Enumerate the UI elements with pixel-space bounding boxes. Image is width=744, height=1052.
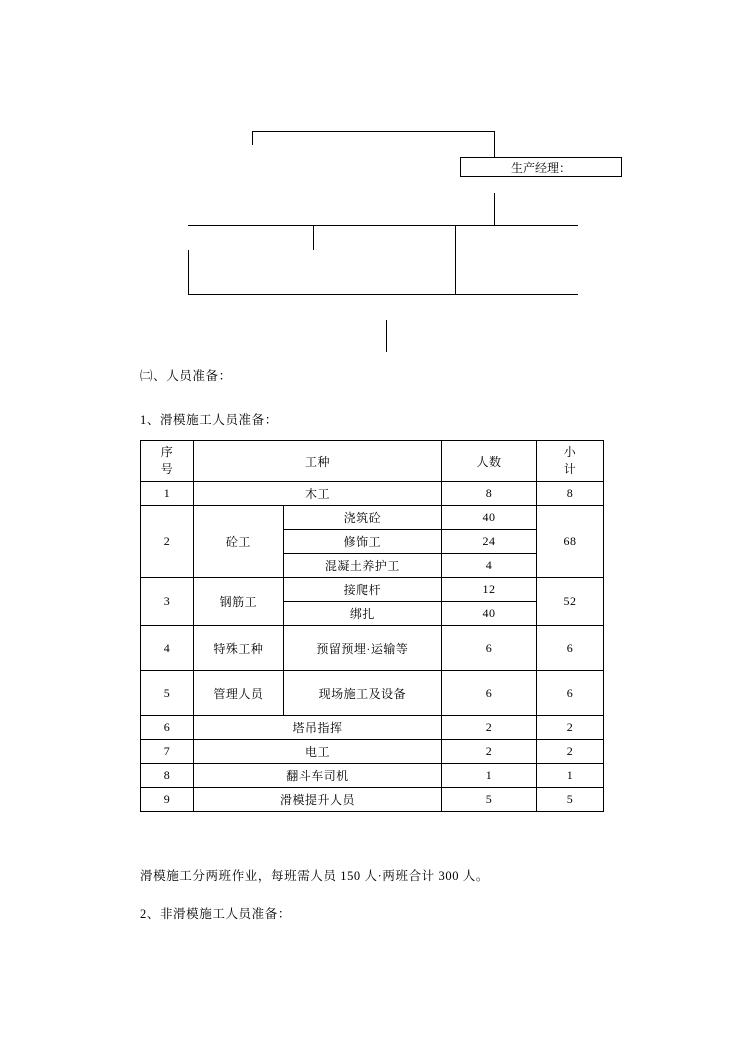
cell-job: 翻斗车司机 bbox=[194, 764, 442, 788]
chart-connector-box-down bbox=[494, 193, 495, 225]
chart-drop-2 bbox=[455, 225, 456, 250]
cell-count: 40 bbox=[442, 602, 537, 626]
cell-subtotal: 2 bbox=[537, 740, 604, 764]
table-row bbox=[141, 578, 604, 602]
table-row bbox=[141, 740, 604, 764]
personnel-table bbox=[140, 440, 604, 812]
subheading-non-slipform-staff: 2、非滑模施工人员准备： bbox=[140, 907, 291, 921]
cell-no: 8 bbox=[141, 764, 194, 788]
table-row bbox=[141, 716, 604, 740]
cell-type: 管理人员 bbox=[194, 671, 284, 716]
section-heading: ㈡、人员准备： bbox=[140, 369, 232, 383]
table-row bbox=[141, 626, 604, 671]
cell-type: 钢筋工 bbox=[194, 578, 284, 626]
chart-drop-5 bbox=[386, 320, 387, 352]
cell-subtotal: 2 bbox=[537, 716, 604, 740]
chart-drop-4 bbox=[455, 250, 456, 294]
cell-subtotal: 6 bbox=[537, 626, 604, 671]
cell-job: 混凝土养护工 bbox=[283, 554, 441, 578]
chart-connector-left-drop bbox=[252, 131, 253, 145]
cell-count: 1 bbox=[442, 764, 537, 788]
cell-job: 现场施工及设备 bbox=[283, 671, 441, 716]
table-row bbox=[141, 671, 604, 716]
chart-connector-top bbox=[252, 131, 494, 132]
table-row bbox=[141, 482, 604, 506]
chart-drop-3 bbox=[188, 250, 189, 294]
th-count: 人数 bbox=[442, 441, 537, 482]
cell-count: 4 bbox=[442, 554, 537, 578]
cell-no: 5 bbox=[141, 671, 194, 716]
cell-no: 3 bbox=[141, 578, 194, 626]
cell-type: 特殊工种 bbox=[194, 626, 284, 671]
cell-count: 5 bbox=[442, 788, 537, 812]
th-job-type: 工种 bbox=[194, 441, 442, 482]
note-after-table: 滑模施工分两班作业，每班需人员 150 人·两班合计 300 人。 bbox=[140, 869, 489, 883]
cell-subtotal: 5 bbox=[537, 788, 604, 812]
table-row bbox=[141, 788, 604, 812]
cell-count: 6 bbox=[442, 626, 537, 671]
cell-job: 滑模提升人员 bbox=[194, 788, 442, 812]
cell-job: 绑扎 bbox=[283, 602, 441, 626]
cell-job: 浇筑砼 bbox=[283, 506, 441, 530]
cell-job: 电工 bbox=[194, 740, 442, 764]
chart-connector-right-drop bbox=[494, 131, 495, 157]
cell-count: 6 bbox=[442, 671, 537, 716]
cell-count: 8 bbox=[442, 482, 537, 506]
cell-subtotal: 1 bbox=[537, 764, 604, 788]
cell-no: 4 bbox=[141, 626, 194, 671]
cell-job: 木工 bbox=[194, 482, 442, 506]
cell-count: 2 bbox=[442, 740, 537, 764]
cell-count: 24 bbox=[442, 530, 537, 554]
cell-subtotal: 6 bbox=[537, 671, 604, 716]
chart-drop-1 bbox=[313, 225, 314, 250]
th-serial-number: 序 号 bbox=[141, 441, 194, 482]
th-subtotal: 小 计 bbox=[537, 441, 604, 482]
table-row bbox=[141, 764, 604, 788]
org-chart bbox=[0, 0, 744, 360]
table-row bbox=[141, 506, 604, 530]
cell-count: 40 bbox=[442, 506, 537, 530]
cell-job: 塔吊指挥 bbox=[194, 716, 442, 740]
chart-box-production-manager: 生产经理： bbox=[460, 157, 622, 177]
cell-no: 9 bbox=[141, 788, 194, 812]
chart-connector-bus-lower bbox=[188, 294, 578, 295]
chart-connector-bus-upper bbox=[188, 225, 578, 226]
cell-count: 12 bbox=[442, 578, 537, 602]
cell-type: 砼工 bbox=[194, 506, 284, 578]
cell-no: 6 bbox=[141, 716, 194, 740]
cell-no: 7 bbox=[141, 740, 194, 764]
cell-job: 接爬杆 bbox=[283, 578, 441, 602]
subheading-slipform-staff: 1、滑模施工人员准备： bbox=[140, 413, 278, 427]
cell-subtotal: 8 bbox=[537, 482, 604, 506]
cell-no: 2 bbox=[141, 506, 194, 578]
cell-count: 2 bbox=[442, 716, 537, 740]
cell-job: 修饰工 bbox=[283, 530, 441, 554]
cell-no: 1 bbox=[141, 482, 194, 506]
table-header-row bbox=[141, 441, 604, 482]
cell-subtotal: 68 bbox=[537, 506, 604, 578]
cell-job: 预留预埋·运输等 bbox=[283, 626, 441, 671]
cell-subtotal: 52 bbox=[537, 578, 604, 626]
